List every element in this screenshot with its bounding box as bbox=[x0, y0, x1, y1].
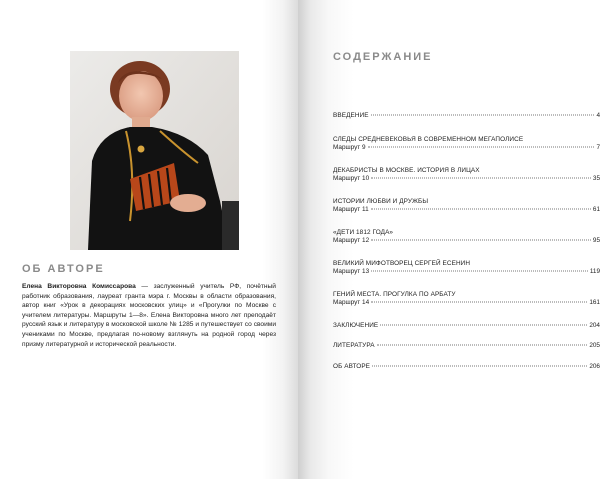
toc-leader bbox=[380, 325, 587, 326]
toc-page: 35 bbox=[592, 175, 600, 182]
toc-leader bbox=[371, 115, 595, 116]
toc-entry[interactable] bbox=[333, 363, 600, 371]
toc-leader bbox=[372, 366, 587, 367]
toc-entry[interactable] bbox=[333, 136, 600, 152]
toc-subtitle: Маршрут 9 bbox=[333, 144, 366, 151]
toc-entry[interactable] bbox=[333, 260, 600, 276]
toc-page: 206 bbox=[589, 363, 600, 370]
toc-page: 4 bbox=[596, 112, 600, 119]
toc-title: СЛЕДЫ СРЕДНЕВЕКОВЬЯ В СОВРЕМЕННОМ МЕГАПОЛИСЕ bbox=[333, 136, 524, 143]
toc-page: 119 bbox=[589, 268, 600, 275]
author-bio bbox=[22, 282, 276, 349]
toc-leader bbox=[371, 240, 591, 241]
toc-page: 95 bbox=[592, 237, 600, 244]
toc-subtitle: Маршрут 13 bbox=[333, 268, 370, 275]
toc-subtitle: Маршрут 12 bbox=[333, 237, 370, 244]
toc-title: ВЕЛИКИЙ МИФОТВОРЕЦ СЕРГЕЙ ЕСЕНИН bbox=[333, 260, 471, 267]
toc-leader bbox=[368, 147, 595, 148]
toc-leader bbox=[371, 178, 591, 179]
toc-entry[interactable] bbox=[333, 291, 600, 307]
toc-entry[interactable] bbox=[333, 229, 600, 245]
toc-title: ЛИТЕРАТУРА bbox=[333, 342, 375, 349]
toc-title: ДЕКАБРИСТЫ В МОСКВЕ. ИСТОРИЯ В ЛИЦАХ bbox=[333, 167, 480, 174]
toc-page: 61 bbox=[592, 206, 600, 213]
toc-entry[interactable] bbox=[333, 198, 600, 214]
toc-title: «ДЕТИ 1812 ГОДА» bbox=[333, 229, 394, 236]
toc-entry[interactable] bbox=[333, 112, 600, 120]
author-photo bbox=[70, 51, 239, 250]
toc-subtitle: Маршрут 14 bbox=[333, 299, 370, 306]
left-page bbox=[0, 0, 298, 479]
toc-title: ВВЕДЕНИЕ bbox=[333, 112, 369, 119]
about-author-heading: ОБ АВТОРЕ bbox=[22, 263, 105, 275]
toc-title: ГЕНИЙ МЕСТА. ПРОГУЛКА ПО АРБАТУ bbox=[333, 291, 456, 298]
contents-heading: СОДЕРЖАНИЕ bbox=[333, 51, 433, 63]
toc-entry[interactable] bbox=[333, 167, 600, 183]
toc-page: 161 bbox=[589, 299, 600, 306]
toc-page: 205 bbox=[589, 342, 600, 349]
author-bio-text: — заслуженный учитель РФ, почётный работник образования, лауреат гранта мэра г. Москвы в области образования, автор книг «Урок в декорациях московских улиц» и «Прогулки по Москве с учителем литературы. Маршруты 1—8». Елена Викторовна много лет преподаёт русский язык и литературу в московской школе № 1285 и путешествует со своими учениками по Москве, предлагая по-новому взглянуть на родной город через призму литературной и исторической реальности. bbox=[22, 283, 276, 348]
toc-leader bbox=[371, 302, 587, 303]
toc-leader bbox=[377, 345, 588, 346]
toc-title: ОБ АВТОРЕ bbox=[333, 363, 371, 370]
toc-subtitle: Маршрут 10 bbox=[333, 175, 370, 182]
toc-title: ЗАКЛЮЧЕНИЕ bbox=[333, 322, 379, 329]
author-portrait-image bbox=[70, 51, 239, 250]
toc-entry[interactable] bbox=[333, 342, 600, 350]
author-name: Елена Викторовна Комиссарова bbox=[22, 283, 136, 290]
toc-title: ИСТОРИИ ЛЮБВИ И ДРУЖБЫ bbox=[333, 198, 429, 205]
toc-entry[interactable] bbox=[333, 322, 600, 330]
toc-subtitle: Маршрут 11 bbox=[333, 206, 369, 213]
toc-page: 7 bbox=[596, 144, 600, 151]
toc-leader bbox=[371, 209, 591, 210]
toc-page: 204 bbox=[589, 322, 600, 329]
toc-leader bbox=[371, 271, 588, 272]
